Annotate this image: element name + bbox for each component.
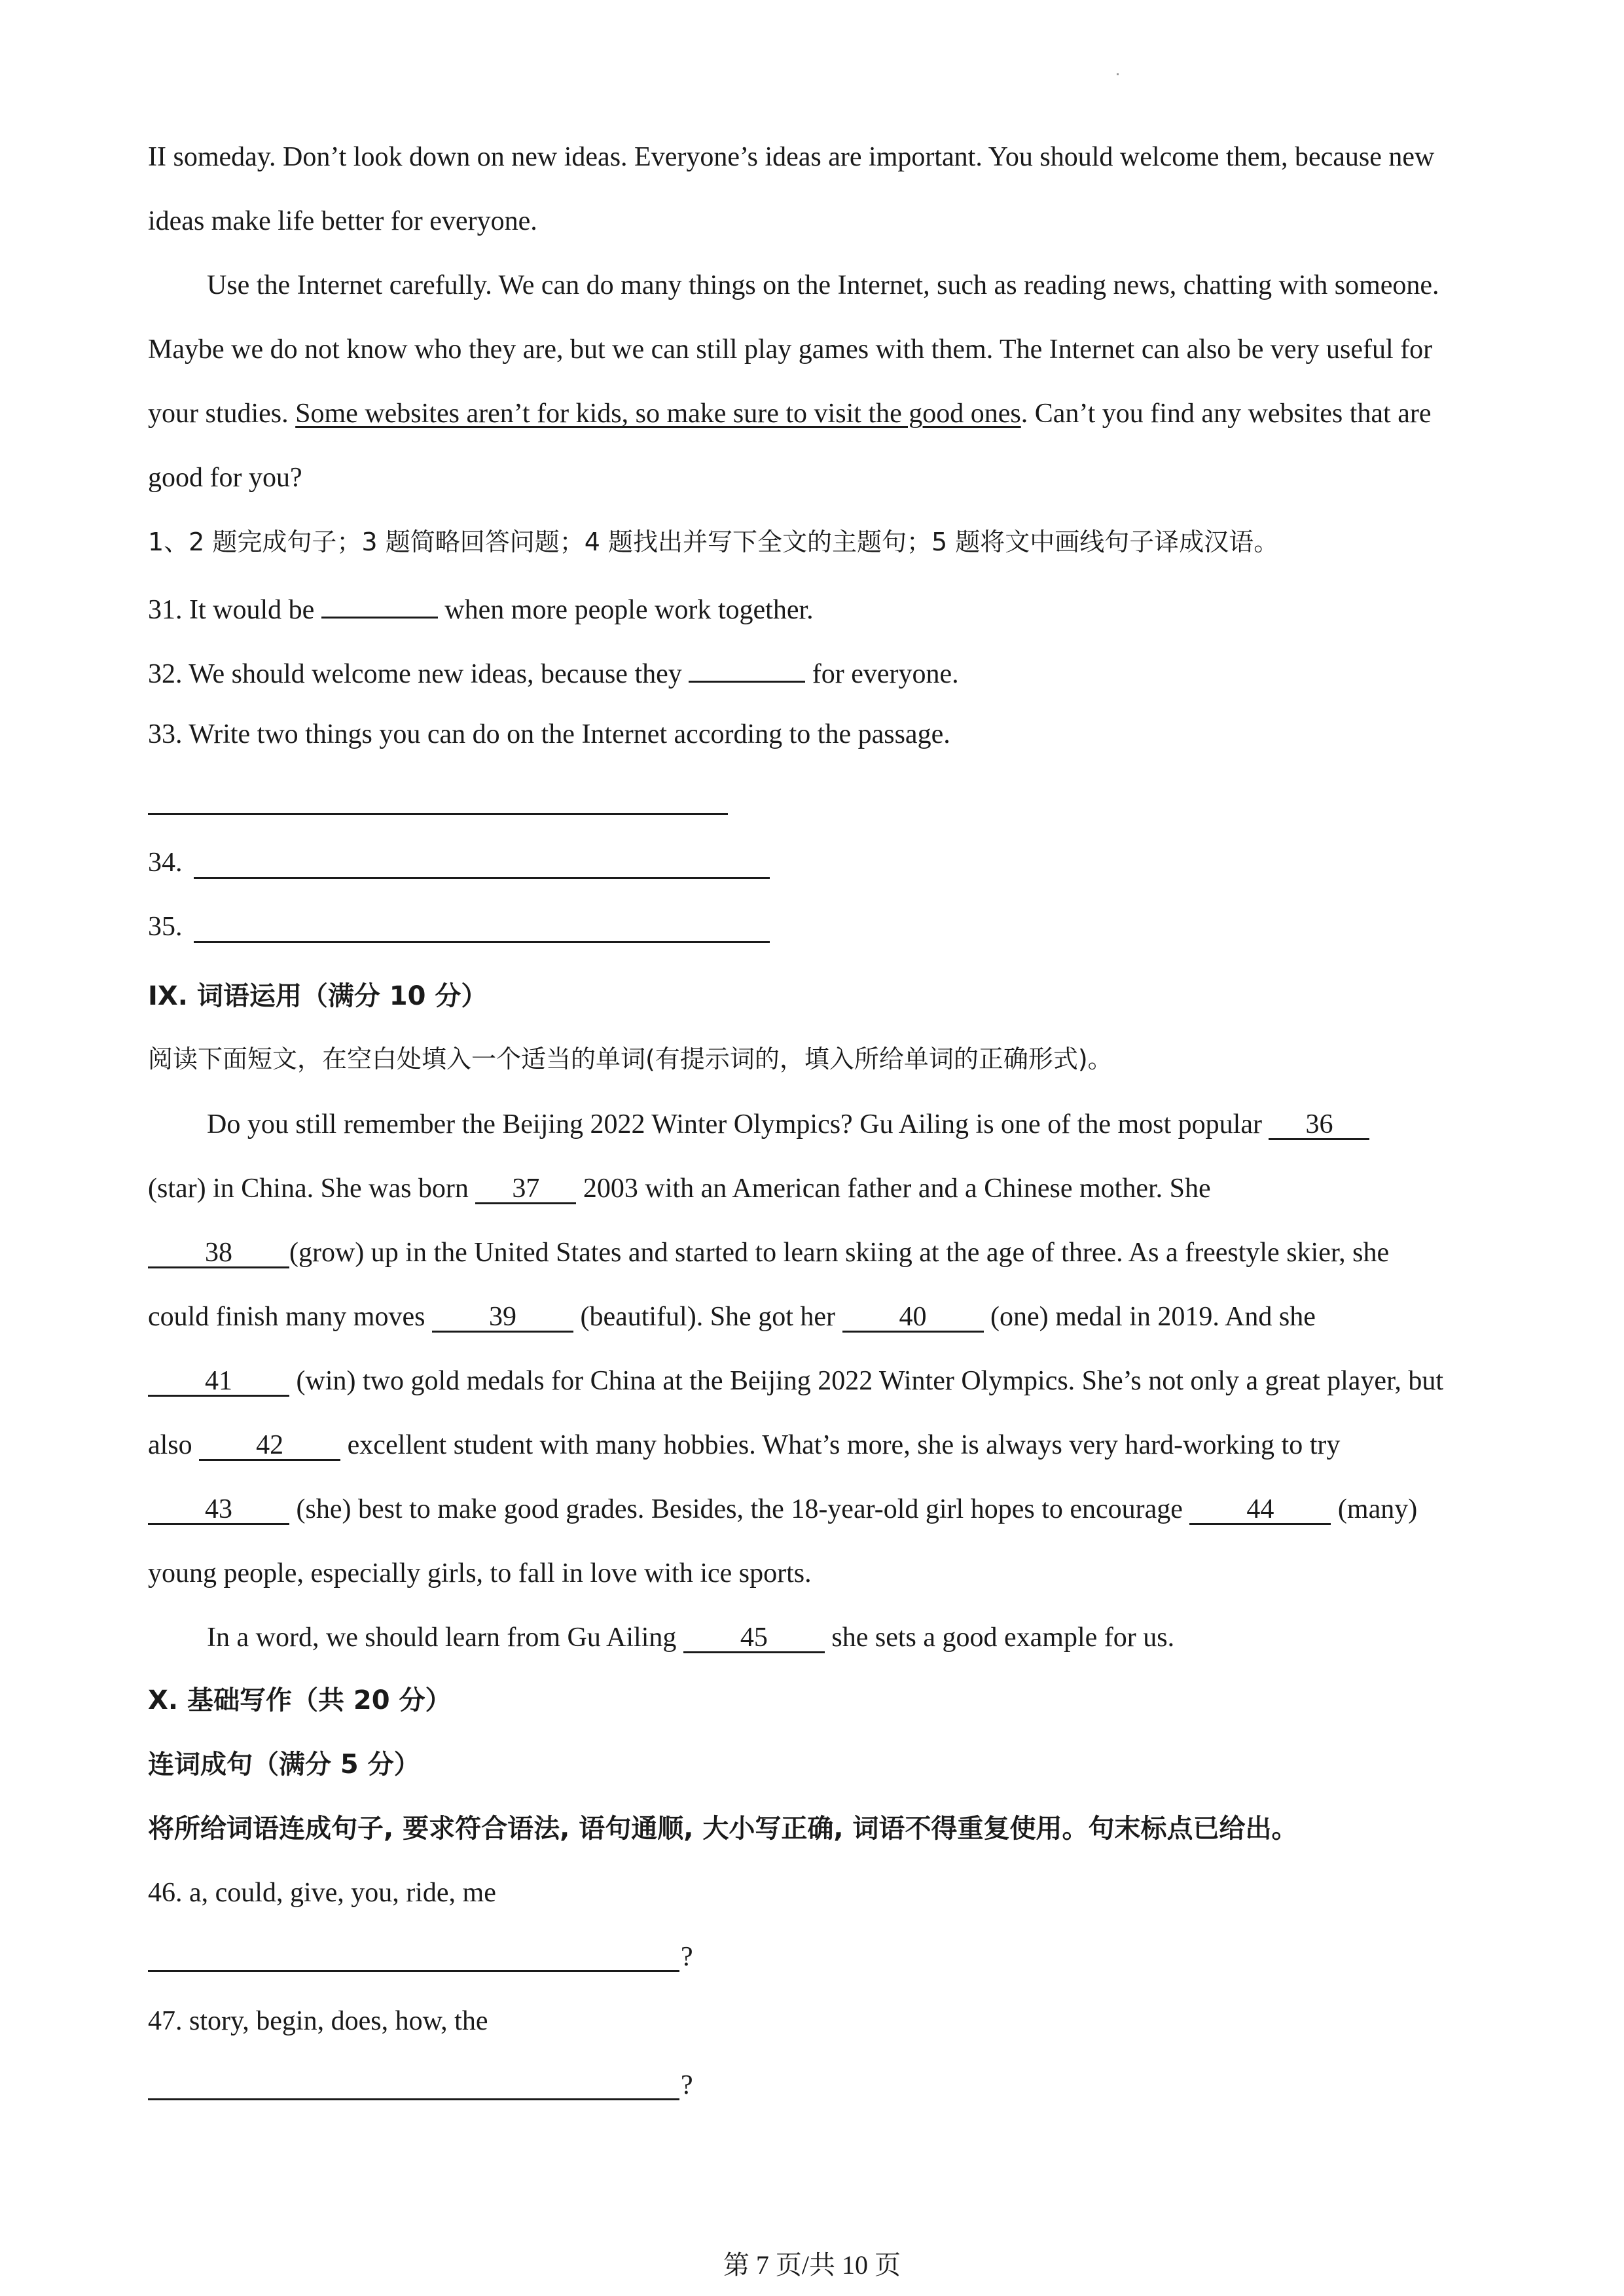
cloze-line [148,1364,1509,1398]
underlined-sentence: Some websites aren’t for kids, so make sure to visit the good ones [295,399,1021,429]
question-mark: ? [681,2070,693,2100]
cloze-text: (many) [1331,1494,1418,1524]
passage-line: II someday. Don’t look down on new ideas. Everyone’s ideas are important. You should welcome them, because new [148,142,1435,172]
cloze-line [148,1172,1509,1206]
blank-43[interactable] [148,1496,289,1525]
answer-line-34[interactable] [194,877,770,879]
question-32 [148,653,1509,687]
question-31 [148,589,1509,623]
passage-line: good for you? [148,463,302,493]
blank-number: 37 [512,1174,540,1204]
question-47: 47. story, begin, does, how, the [148,2006,488,2036]
blank-42[interactable] [199,1431,340,1461]
blank-36[interactable] [1269,1111,1369,1140]
cloze-text: (star) in China. She was born [148,1174,476,1204]
cloze-line [207,1621,1568,1655]
answer-blank[interactable] [689,653,805,683]
blank-number: 40 [899,1302,927,1332]
blank-39[interactable] [432,1303,573,1333]
section-x-instructions: 将所给词语连成句子, 要求符合语法, 语句通顺, 大小写正确, 词语不得重复使用。句末标点已给出。 [148,1814,1298,1844]
cloze-line [207,1107,1568,1141]
question-text: 32. We should welcome new ideas, because they [148,659,689,689]
passage-line: Use the Internet carefully. We can do many things on the Internet, such as reading news, chatting with someone. [207,270,1439,300]
blank-number: 42 [256,1430,284,1460]
question-text: 31. It would be [148,595,321,625]
page-footer: 第 7 页/共 10 页 [723,2250,901,2280]
blank-38[interactable] [148,1239,289,1268]
cloze-text: (beautiful). She got her [573,1302,842,1332]
section-ix-title: IX. 词语运用（满分 10 分） [148,981,488,1011]
question-text: when more people work together. [437,595,814,625]
section-ix-instructions: 阅读下面短文，在空白处填入一个适当的单词(有提示词的，填入所给单词的正确形式)。 [148,1045,1113,1073]
cloze-text: In a word, we should learn from Gu Ailing [207,1623,683,1653]
blank-number: 43 [205,1494,232,1524]
cloze-line [148,1300,1509,1334]
passage-text: . Can’t you find any websites that are [1020,399,1432,429]
passage-text: your studies. [148,399,296,429]
question-number: 34. [148,848,183,878]
answer-line-35[interactable] [194,941,770,943]
cloze-line [148,1428,1509,1462]
question-text: for everyone. [805,659,959,689]
answer-line-46[interactable] [148,1970,679,1972]
blank-number: 36 [1305,1109,1333,1139]
section-x-title: X. 基础写作（共 20 分） [148,1685,452,1715]
question-34 [148,846,1509,880]
cloze-text: could finish many moves [148,1302,432,1332]
blank-45[interactable] [683,1624,825,1653]
cloze-text: 2003 with an American father and a Chinese mother. She [576,1174,1211,1204]
answer-line-47[interactable] [148,2098,679,2100]
blank-number: 45 [740,1623,768,1653]
passage-line: ideas make life better for everyone. [148,206,537,236]
cloze-text: she sets a good example for us. [824,1623,1175,1653]
question-35 [148,910,1509,944]
cloze-text: (grow) up in the United States and started to learn skiing at the age of three. As a freestyle skier, she [289,1238,1390,1268]
question-number: 35. [148,912,183,942]
blank-37[interactable] [475,1175,576,1204]
question-mark: ? [681,1942,693,1972]
question-33: 33. Write two things you can do on the Internet according to the passage. [148,719,950,749]
passage-line: Maybe we do not know who they are, but we can still play games with them. The Internet can also be very useful for [148,334,1433,365]
cloze-text: Do you still remember the Beijing 2022 Winter Olympics? Gu Ailing is one of the most popular [207,1109,1269,1139]
answer-blank[interactable] [321,589,438,619]
blank-41[interactable] [148,1367,289,1397]
cloze-text: excellent student with many hobbies. What’s more, she is always very hard-working to try [340,1430,1341,1460]
blank-44[interactable] [1189,1496,1331,1525]
blank-number: 44 [1246,1494,1274,1524]
question-46: 46. a, could, give, you, ride, me [148,1878,496,1908]
answer-line-33[interactable] [148,813,728,815]
blank-number: 39 [488,1302,516,1332]
blank-number: 41 [205,1366,232,1396]
blank-number: 38 [205,1238,232,1268]
section-x-subtitle: 连词成句（满分 5 分） [148,1749,420,1780]
reading-instructions: 1、2 题完成句子；3 题简略回答问题；4 题找出并写下全文的主题句；5 题将文中画线句子译成汉语。 [148,528,1279,556]
passage-line [148,397,1509,431]
cloze-line [148,1492,1509,1526]
cloze-text: (win) two gold medals for China at the Beijing 2022 Winter Olympics. She’s not only a great player, but [289,1366,1444,1396]
cloze-text: (she) best to make good grades. Besides, the 18-year-old girl hopes to encourage [289,1494,1190,1524]
cloze-text: (one) medal in 2019. And she [983,1302,1316,1332]
cloze-line [148,1236,1509,1270]
cloze-line: young people, especially girls, to fall in love with ice sports. [148,1558,812,1588]
blank-40[interactable] [842,1303,984,1333]
cloze-text: also [148,1430,200,1460]
scan-speck [1117,73,1119,75]
